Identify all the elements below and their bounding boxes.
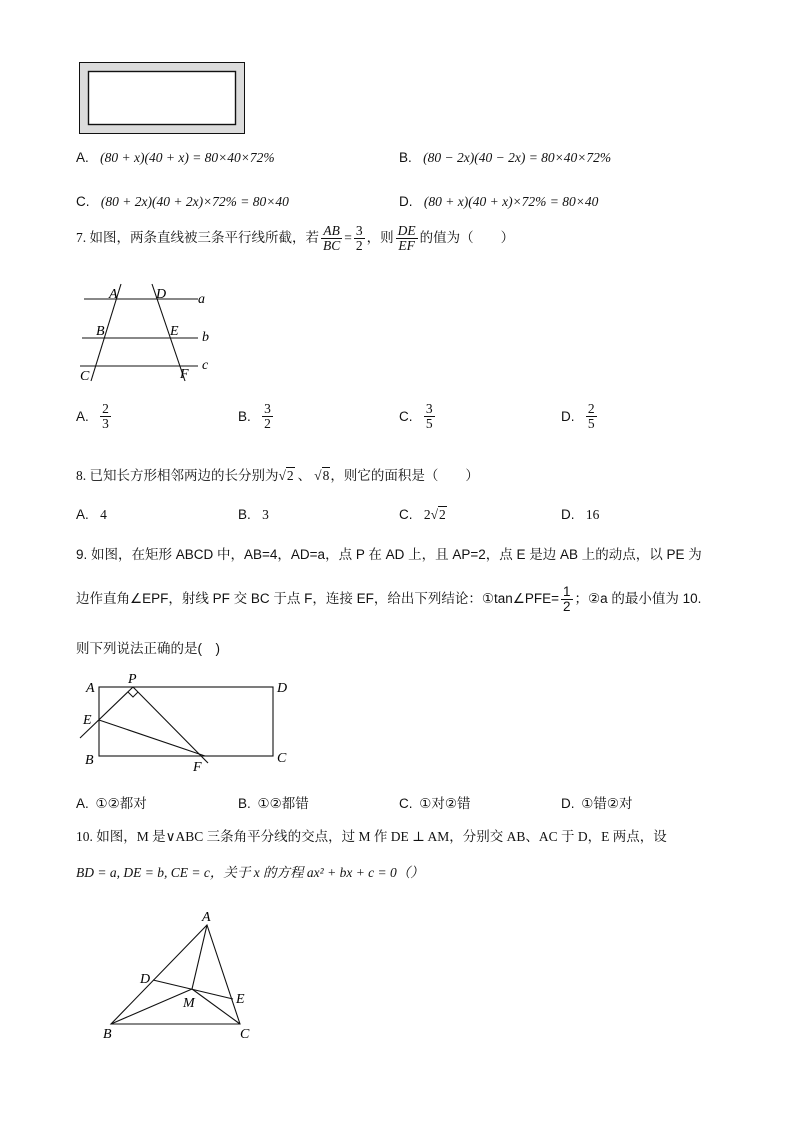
q9-option-c[interactable]: C. ①对②错 — [399, 796, 471, 811]
q10-figure — [100, 904, 290, 1044]
q10-label-b: B — [103, 1027, 112, 1042]
q9-line-3: 则下列说法正确的是( ) — [76, 641, 220, 656]
q7-label-f-point: F — [180, 367, 189, 382]
q8-stem: 8. 已知长方形相邻两边的长分别为√2 、 √8，则它的面积是（ ） — [76, 468, 479, 483]
q7-label-line-a: a — [198, 292, 205, 307]
q9-label-d: D — [277, 681, 288, 696]
q9-label-p: P — [128, 672, 137, 687]
q7-frac-de-ef: $\frac{DE}{EF}$ — [397, 223, 416, 254]
q7-option-c[interactable]: C. $\frac{3}{5}$ — [399, 401, 433, 432]
q6-option-c[interactable]: C. (80 + 2x)(40 + 2x)×72% = 80×40 — [76, 194, 289, 209]
q10-label-a: A — [202, 910, 211, 925]
q9-label-f: F — [193, 760, 202, 775]
q6-option-b[interactable]: B. (80 − 2x)(40 − 2x) = 80×40×72% — [399, 150, 612, 165]
frame-figure — [79, 62, 245, 134]
q7-frac-3-2: $\frac{3}{2}$ — [355, 223, 363, 254]
q9-label-c: C — [277, 751, 287, 766]
q6-option-d[interactable]: D. (80 + x)(40 + x)×72% = 80×40 — [399, 194, 599, 209]
q7-label-a-point: A — [109, 287, 118, 302]
sqrt-2-option: √2 — [430, 507, 446, 522]
q9-line-2: 边作直角∠EPF，射线 PF 交 BC 于点 F，连接 EF，给出下列结论：①tan∠PFE= $\frac{1}{2}$ ；②a 的最小值为 10. — [76, 584, 702, 615]
q7-label-line-c: c — [202, 358, 209, 373]
q8-option-d[interactable]: D. 16 — [561, 507, 600, 522]
sqrt-8: √8 — [314, 468, 330, 483]
q10-label-d: D — [140, 972, 151, 987]
q7-label-e-point: E — [170, 324, 179, 339]
q9-figure — [80, 672, 300, 775]
q9-label-e: E — [83, 713, 92, 728]
q7-stem: 7. 如图，两条直线被三条平行线所截，若 $\frac{AB}{BC}$ = $\frac{3}{2}$ ，则 $\frac{DE}{EF}$ 的值为（ ） — [76, 223, 515, 254]
q10-label-m: M — [183, 996, 195, 1011]
q7-frac-ab-bc: $\frac{AB}{BC}$ — [323, 223, 341, 254]
q7-figure — [76, 282, 226, 392]
q8-option-c[interactable]: C. 2√2 — [399, 507, 446, 522]
q9-option-d[interactable]: D. ①错②对 — [561, 796, 633, 811]
q7-option-b[interactable]: B. $\frac{3}{2}$ — [238, 401, 271, 432]
q8-option-a[interactable]: A. 4 — [76, 507, 107, 522]
sqrt-2: √2 — [278, 468, 294, 483]
q7-label-b-point: B — [96, 324, 105, 339]
q7-label-c-point: C — [80, 369, 90, 384]
q9-option-b[interactable]: B. ①②都错 — [238, 796, 309, 811]
q9-label-a: A — [86, 681, 95, 696]
q6-option-a[interactable]: A. (80 + x)(40 + x) = 80×40×72% — [76, 150, 275, 165]
q8-option-b[interactable]: B. 3 — [238, 507, 269, 522]
q9-label-b: B — [85, 753, 94, 768]
q10-label-e: E — [236, 992, 245, 1007]
q10-label-c: C — [240, 1027, 250, 1042]
q7-option-a[interactable]: A. $\frac{2}{3}$ — [76, 401, 109, 432]
q9-line-1: 9. 如图，在矩形 ABCD 中，AB=4，AD=a，点 P 在 AD 上，且 AP=2，点 E 是边 AB 上的动点，以 PE 为 — [76, 547, 702, 562]
q9-option-a[interactable]: A. ①②都对 — [76, 796, 147, 811]
q7-option-d[interactable]: D. $\frac{2}{5}$ — [561, 401, 595, 432]
q7-label-line-b: b — [202, 330, 209, 345]
q10-line-2: BD = a, DE = b, CE = c，关于 x 的方程 ax² + bx + c = 0（） — [76, 865, 424, 880]
q10-line-1: 10. 如图，M 是∨ABC 三条角平分线的交点，过 M 作 DE ⊥ AM，分别交 AB、AC 于 D，E 两点，设 — [76, 829, 667, 844]
q7-label-d-point: D — [156, 287, 167, 302]
